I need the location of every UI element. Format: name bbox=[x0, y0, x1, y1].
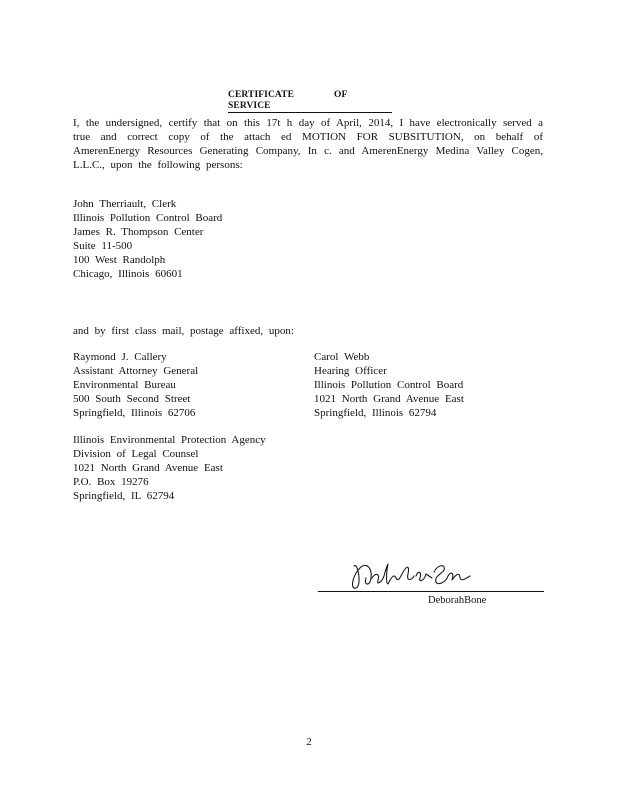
recipient-clerk-address bbox=[73, 197, 222, 281]
address-line: Illinois Environmental Protection Agency bbox=[73, 434, 266, 446]
address-line: Hearing Officer bbox=[314, 365, 387, 377]
address-line: Illinois Pollution Control Board bbox=[314, 379, 464, 391]
address-line: Raymond J. Callery bbox=[73, 351, 167, 363]
certificate-body: I, the undersigned, certify that on this 17t h day of April, 2014, I have electronically served a true and correct copy of the attach ed MOTION FOR SUBSITUTION, on behalf of AmerenEnergy Resources Generating Company, In c. and AmerenEnergy Medina Valley Cogen, L.L.C., upon the following persons: bbox=[73, 117, 543, 171]
handwritten-signature bbox=[348, 556, 488, 592]
address-line: 1021 North Grand Avenue East bbox=[73, 462, 223, 474]
address-line: Suite 11-500 bbox=[73, 240, 133, 252]
address-line: Illinois Pollution Control Board bbox=[73, 212, 223, 224]
address-line: P.O. Box 19276 bbox=[73, 476, 149, 488]
page-number: 2 bbox=[306, 736, 312, 748]
address-line: 100 West Randolph bbox=[73, 254, 166, 266]
address-line: James R. Thompson Center bbox=[73, 226, 204, 238]
signer-name: DeborahBone bbox=[428, 595, 487, 606]
address-line: Springfield, Illinois 62794 bbox=[314, 407, 437, 419]
address-line: Springfield, Illinois 62706 bbox=[73, 407, 196, 419]
title-certificate: CERTIFICATE bbox=[228, 90, 295, 100]
address-line: Environmental Bureau bbox=[73, 379, 176, 391]
mail-intro: and by first class mail, postage affixed, upon: bbox=[73, 325, 294, 337]
recipient-epa-address bbox=[73, 433, 266, 503]
address-line: Chicago, Illinois 60601 bbox=[73, 268, 183, 280]
address-line: Division of Legal Counsel bbox=[73, 448, 199, 460]
address-line: Carol Webb bbox=[314, 351, 370, 363]
certificate-title bbox=[228, 90, 392, 113]
address-line: Springfield, IL 62794 bbox=[73, 490, 175, 502]
address-line: John Therriault, Clerk bbox=[73, 198, 177, 210]
title-of-service: OF SERVICE bbox=[228, 90, 348, 111]
signature-line bbox=[318, 591, 544, 592]
address-line: Assistant Attorney General bbox=[73, 365, 199, 377]
recipient-attorney-general-address bbox=[73, 350, 198, 420]
address-line: 1021 North Grand Avenue East bbox=[314, 393, 464, 405]
recipient-hearing-officer-address bbox=[314, 350, 464, 420]
address-line: 500 South Second Street bbox=[73, 393, 191, 405]
